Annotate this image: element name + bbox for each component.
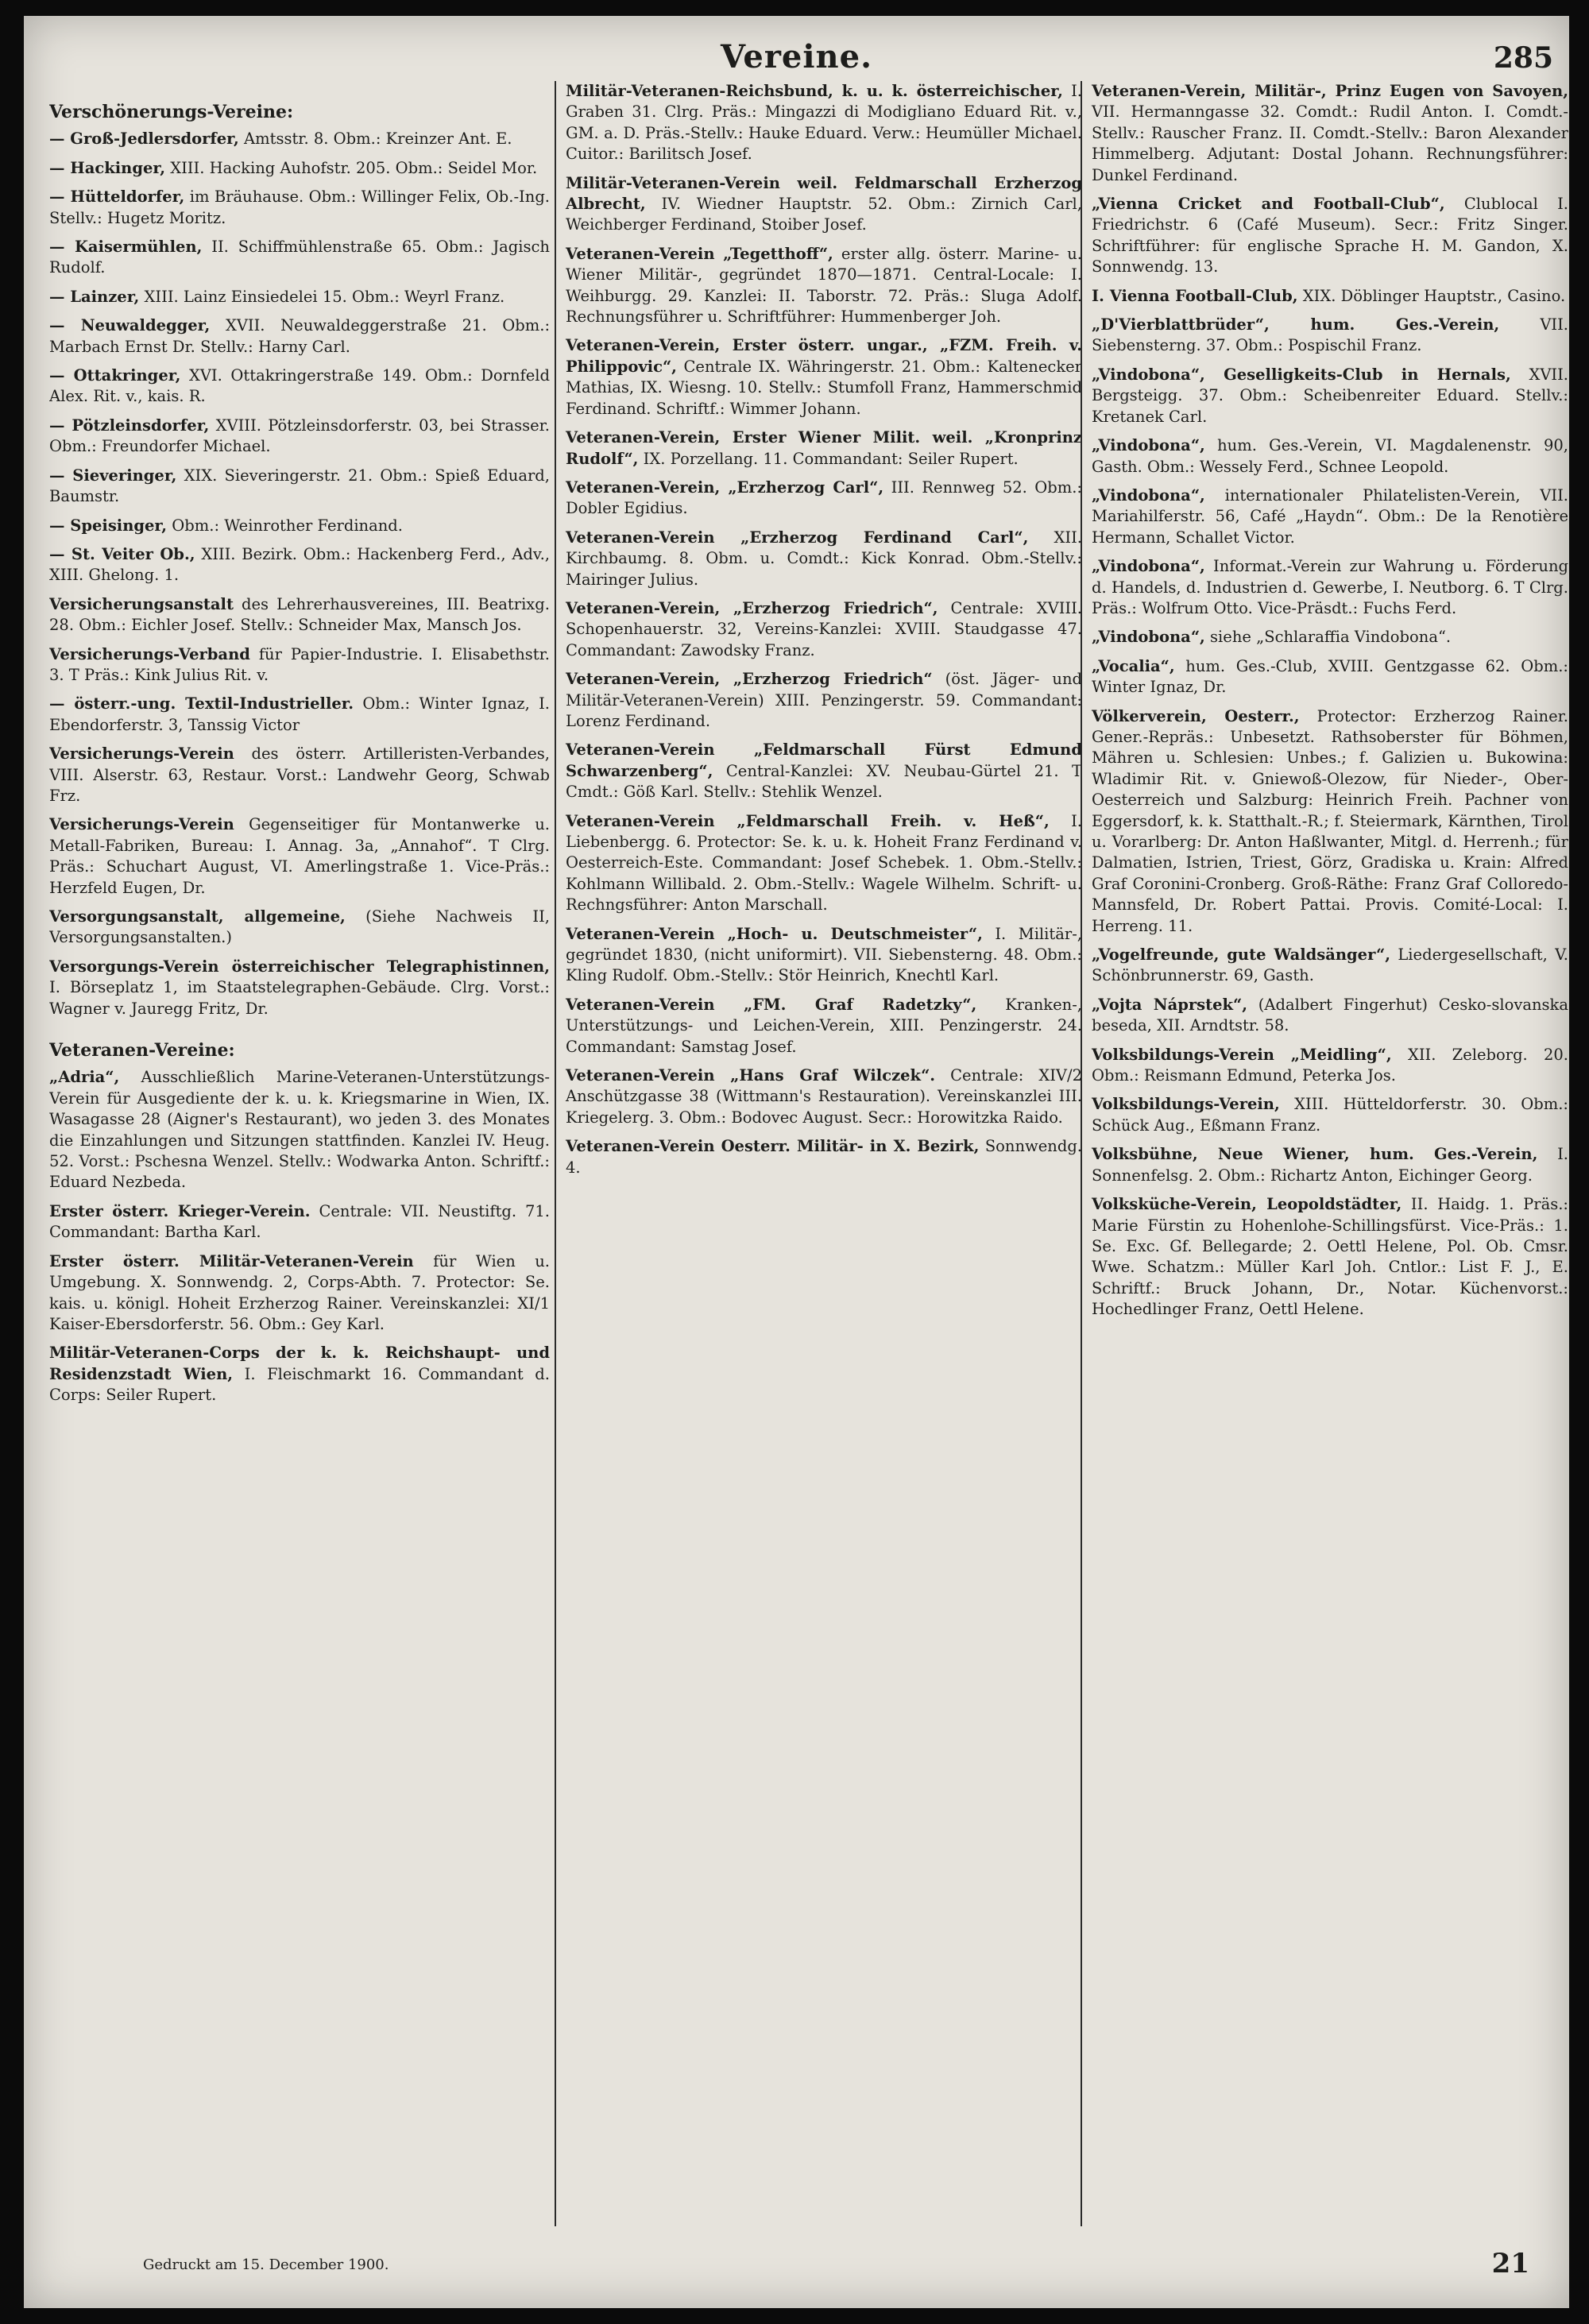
entry-details: (öst. Jäger- und Militär-Veteranen-Verein) XIII. Penzingerstr. 59. Commandant: Lorenz Ferdinand. — [566, 670, 1082, 730]
directory-entry — [1092, 627, 1568, 648]
directory-entry — [49, 644, 550, 686]
entry-name: Versicherungs-Verband — [49, 644, 250, 663]
entry-details: Sonnwendg. 4. — [566, 1137, 1082, 1177]
entry-details: Liedergesellschaft, V. Schönbrunnerstr. 69, Gasth. — [1092, 945, 1568, 985]
entry-name: — Hackinger, — [49, 158, 166, 177]
entry-details: XIII. Bezirk. Obm.: Hackenberg Ferd., Adv., XIII. Ghelong. 1. — [49, 544, 550, 585]
entry-name: — Groß-Jedlersdorfer, — [49, 130, 239, 149]
entry-name: — Kaisermühlen, — [49, 238, 203, 257]
print-date: Gedruckt am 15. December 1900. — [143, 2256, 389, 2273]
page-number: 285 — [1493, 41, 1553, 75]
entry-details: erster allg. österr. Marine- u. Wiener Militär-, gegründet 1870—1871. Central-Locale: I. Weihburgg. 29. Kanzlei: II. Taborstr. 72. Präs.: Sluga Adolf. Rechnungsführer u. Schriftführer: Hummenberger Joh. — [566, 244, 1082, 327]
entry-name: „Vindobona“, — [1092, 436, 1205, 455]
entry-name: „Vindobona“, Geselligkeits-Club in Hernals, — [1092, 365, 1511, 384]
entry-details: IV. Wiedner Hauptstr. 52. Obm.: Zirnich Carl, Weichberger Ferdinand, Stoiber Josef. — [566, 195, 1082, 234]
entry-name: „Adria“, — [49, 1068, 120, 1087]
sheet-number: 21 — [1491, 2248, 1529, 2280]
entry-details: XII. Kirchbaumg. 8. Obm. u. Comdt.: Kick Konrad. Obm.-Stellv.: Mairinger Julius. — [566, 528, 1082, 589]
entry-details: Centrale: XVIII. Schopenhauerstr. 32, Vereins-Kanzlei: XVIII. Staudgasse 47. Commandant: Zawodsky Franz. — [566, 598, 1082, 659]
directory-entry — [566, 740, 1082, 802]
entry-name: — Pötzleinsdorfer, — [49, 416, 210, 435]
directory-entry — [49, 129, 550, 149]
entry-details: Ausschließlich Marine-Veteranen-Unterstützungs-Verein für Ausgediente der k. u. k. Kriegsmarine in Wien, IX. Wasagasse 28 (Aigner's Restaurant), wo jeden 3. des Monates die Einzahlungen und Sitzungen stattfinden. Kanzlei IV. Heug. 52. Vorst.: Pschesna Wenzel. Stellv.: Wodwarka Anton. Schriftf.: Eduard Nezbeda. — [49, 1068, 550, 1192]
directory-entry — [566, 598, 1082, 661]
entry-details: Obm.: Winter Ignaz, I. Ebendorferstr. 3, Tanssig Victor — [49, 694, 550, 734]
entry-name: „Vindobona“, — [1092, 485, 1205, 505]
entry-details: XII. Zeleborg. 20. Obm.: Reismann Edmund, Peterka Jos. — [1092, 1045, 1568, 1085]
entry-name: Völkerverein, Oesterr., — [1092, 706, 1300, 725]
entry-details: XIII. Hacking Auhofstr. 205. Obm.: Seidel Mor. — [170, 158, 538, 177]
entry-details: XVII. Neuwaldeggerstraße 21. Obm.: Marbach Ernst Dr. Stellv.: Harny Carl. — [49, 316, 550, 356]
entry-name: Versorgungs-Verein österreichischer Telegraphistinnen, — [49, 957, 550, 976]
entry-name: Verschönerungs-Vereine: — [49, 102, 294, 122]
directory-entry — [566, 669, 1082, 732]
entry-name: „Vindobona“, — [1092, 557, 1205, 576]
directory-entry — [49, 416, 550, 458]
entry-name: — österr.-ung. Textil-Industrieller. — [49, 694, 354, 713]
entry-details: Informat.-Verein zur Wahrung u. Förderung d. Handels, d. Industrien d. Gewerbe, I. Neutborg. 6. T Clrg. Präs.: Wolfrum Otto. Vice-Präsdt.: Fuchs Ferd. — [1092, 557, 1568, 617]
entry-name: Erster österr. Krieger-Verein. — [49, 1201, 311, 1220]
entry-name: „Vojta Náprstek“, — [1092, 995, 1248, 1014]
entry-name: Veteranen-Verein, Erster österr. ungar., „FZM. Freih. v. Philippovic“, — [566, 336, 1082, 376]
entry-name: Veteranen-Verein „Feldmarschall Fürst Edmund Schwarzenberg“, — [566, 741, 1082, 780]
entry-name: — St. Veiter Ob., — [49, 544, 195, 563]
entry-details: siehe „Schlaraffia Vindobona“. — [1210, 628, 1452, 647]
entry-name: Militär-Veteranen-Verein weil. Feldmarschall Erzherzog Albrecht, — [566, 173, 1082, 214]
directory-entry — [1092, 656, 1568, 698]
entry-details: Amtsstr. 8. Obm.: Kreinzer Ant. E. — [244, 130, 512, 149]
entry-name: — Hütteldorfer, — [49, 188, 185, 207]
entry-details: internationaler Philatelisten-Verein, VII. Mariahilferstr. 56, Café „Haydn“. Obm.: De la Renotière Hermann, Schallet Victor. — [1092, 485, 1568, 547]
directory-entry — [566, 995, 1082, 1058]
directory-entry — [1092, 194, 1568, 278]
entry-details: Clublocal I. Friedrichstr. 6 (Café Museum). Secr.: Fritz Singer. Schriftführer: für englische Sprache H. M. Gandon, X. Sonnwendg. 13. — [1092, 195, 1568, 276]
entry-details: für Papier-Industrie. I. Elisabethstr. 3. T Präs.: Kink Julius Rit. v. — [49, 644, 550, 684]
directory-entry — [49, 237, 550, 279]
entry-name: Veteranen-Verein, „Erzherzog Friedrich“ — [566, 670, 933, 689]
directory-entry — [49, 744, 550, 806]
directory-entry — [566, 173, 1082, 236]
directory-entry — [1092, 365, 1568, 427]
column-right — [1081, 81, 1568, 2226]
entry-details: II. Schiffmühlenstraße 65. Obm.: Jagisch Rudolf. — [49, 238, 550, 277]
directory-entry — [566, 528, 1082, 590]
entry-name: Veteranen-Verein „Hoch- u. Deutschmeister“, — [566, 924, 983, 943]
entry-name: — Speisinger, — [49, 516, 168, 535]
entry-details: des Lehrerhausvereines, III. Beatrixg. 28. Obm.: Eichler Josef. Stellv.: Schneider Max, Mansch Jos. — [49, 594, 550, 635]
entry-details: I. Militär-, gegründet 1830, (nicht uniformirt). VII. Siebensterng. 48. Obm.: Kling Rudolf. Obm.-Stellv.: Stör Heinrich, Knechtl Karl. — [566, 924, 1082, 985]
directory-entry — [1092, 945, 1568, 987]
entry-details: (Siehe Nachweis II, Versorgungsanstalten.) — [49, 907, 550, 947]
directory-entry — [566, 427, 1082, 470]
entry-details: Centrale IX. Währingerstr. 21. Obm.: Kaltenecker Mathias, IX. Wiesng. 10. Stellv.: Stumfoll Franz, Hammerschmid Ferdinand. Schriftf.: Wimmer Johann. — [566, 357, 1082, 418]
entry-details: XIII. Lainz Einsiedelei 15. Obm.: Weyrl Franz. — [144, 287, 505, 306]
directory-entry — [1092, 556, 1568, 619]
entry-name: Veteranen-Verein „Feldmarschall Freih. v. Heß“, — [566, 811, 1050, 830]
entry-details: IX. Porzellang. 11. Commandant: Seiler Rupert. — [643, 449, 1019, 468]
entry-name: Versicherungs-Verein — [49, 744, 234, 764]
page-title: Vereine. — [721, 38, 872, 75]
entry-name: „Vogelfreunde, gute Waldsänger“, — [1092, 945, 1391, 965]
entry-details: Centrale: VII. Neustiftg. 71. Commandant: Bartha Karl. — [49, 1201, 550, 1242]
directory-entry — [566, 81, 1082, 165]
entry-name: Versicherungs-Verein — [49, 815, 234, 834]
entry-details: VII. Siebensterng. 37. Obm.: Pospischil Franz. — [1092, 315, 1568, 355]
entry-details: III. Rennweg 52. Obm.: Dobler Egidius. — [566, 478, 1082, 518]
entry-name: Veteranen-Verein, „Erzherzog Carl“, — [566, 478, 884, 497]
directory-entry — [49, 466, 550, 508]
entry-name: Veteranen-Verein „Hans Graf Wilczek“. — [566, 1066, 936, 1085]
directory-entry — [1092, 1094, 1568, 1136]
directory-entry — [1092, 706, 1568, 937]
entry-name: — Sieveringer, — [49, 466, 177, 485]
entry-details: für Wien u. Umgebung. X. Sonnwendg. 2, Corps-Abth. 7. Protector: Se. kais. u. königl. Hoheit Erzherzog Rainer. Vereinskanzlei: XI/1 Kaiser-Ebersdorferstr. 56. Obm.: Gey Karl. — [49, 1251, 550, 1333]
entry-details: XVI. Ottakringerstraße 149. Obm.: Dornfeld Alex. Rit. v., kais. R. — [49, 366, 550, 406]
directory-entry — [566, 924, 1082, 987]
directory-entry — [49, 594, 550, 636]
entry-details: XIX. Sieveringerstr. 21. Obm.: Spieß Eduard, Baumstr. — [49, 466, 550, 506]
entry-name: Versicherungsanstalt — [49, 594, 234, 613]
entry-name: „Vocalia“, — [1092, 656, 1175, 675]
entry-details: XIII. Hütteldorferstr. 30. Obm.: Schück Aug., Eßmann Franz. — [1092, 1095, 1568, 1135]
entry-details: I. Graben 31. Clrg. Präs.: Mingazzi di Modigliano Eduard Rit. v., GM. a. D. Präs.-Stellv.: Hauke Eduard. Verw.: Heumüller Michael. Cuitor.: Barilitsch Josef. — [566, 82, 1082, 164]
entry-name: „Vienna Cricket and Football-Club“, — [1092, 195, 1445, 214]
entry-name: I. Vienna Football-Club, — [1092, 286, 1298, 305]
entry-details: I. Börseplatz 1, im Staatstelegraphen-Gebäude. Clrg. Vorst.: Wagner v. Jauregg Fritz, Dr. — [49, 978, 550, 1018]
entry-name: — Ottakringer, — [49, 366, 181, 385]
entry-details: II. Haidg. 1. Präs.: Marie Fürstin zu Hohenlohe-Schillingsfürst. Vice-Präs.: 1. Se. Exc. Gf. Bellegarde; 2. Oettl Helene, Pol. Ob. Cmsr. Wwe. Schatzm.: Müller Karl Joh. Cntlor.: List F. J., E. Schriftf.: Bruck Johann, Dr., Notar. Küchenvorst.: Hochedlinger Franz, Oettl Helene. — [1092, 1195, 1568, 1319]
entry-name: Militär-Veteranen-Reichsbund, k. u. k. österreichischer, — [566, 82, 1063, 100]
entry-name: — Lainzer, — [49, 287, 140, 306]
directory-entry — [49, 544, 550, 586]
entry-name: Militär-Veteranen-Corps der k. k. Reichshaupt- und Residenzstadt Wien, — [49, 1344, 550, 1383]
directory-entry — [566, 1136, 1082, 1178]
entry-details: Gegenseitiger für Montanwerke u. Metall-Fabriken, Bureau: I. Annag. 3a, „Annahof“. T Clrg. Präs.: Schuchart August, VI. Amerlingstraße 1. Vice-Präs.: Herzfeld Eugen, Dr. — [49, 815, 550, 897]
directory-entry — [566, 244, 1082, 328]
directory-entry — [1092, 485, 1568, 548]
directory-entry — [1092, 435, 1568, 478]
directory-entry — [49, 694, 550, 736]
entry-details: des österr. Artilleristen-Verbandes, VIII. Alserstr. 63, Restaur. Vorst.: Landwehr Georg, Schwab Frz. — [49, 744, 550, 805]
entry-name: Volksbildungs-Verein „Meidling“, — [1092, 1045, 1392, 1064]
entry-name: Veteranen-Verein „Erzherzog Ferdinand Carl“, — [566, 528, 1029, 547]
entry-name: „D'Vierblattbrüder“, hum. Ges.-Verein, — [1092, 315, 1500, 334]
directory-page — [24, 16, 1569, 2308]
entry-details: XVII. Bergsteigg. 37. Obm.: Scheibenreiter Eduard. Stellv.: Kretanek Carl. — [1092, 365, 1568, 426]
directory-entry — [49, 315, 550, 358]
directory-entry — [49, 1343, 550, 1406]
entry-name: Veteranen-Verein „Tegetthoff“, — [566, 244, 833, 263]
entry-name: Volksbühne, Neue Wiener, hum. Ges.-Verein, — [1092, 1145, 1538, 1164]
directory-entry — [1092, 995, 1568, 1037]
entry-details: hum. Ges.-Verein, VI. Magdalenenstr. 90, Gasth. Obm.: Wessely Ferd., Schnee Leopold. — [1092, 436, 1568, 476]
directory-entry — [49, 907, 550, 949]
directory-entry — [49, 814, 550, 899]
entry-name: Veteranen-Verein „FM. Graf Radetzky“, — [566, 995, 977, 1014]
column-middle — [555, 81, 1082, 2226]
directory-entry — [566, 1065, 1082, 1128]
entry-details: XIX. Döblinger Hauptstr., Casino. — [1302, 286, 1566, 305]
entry-name: Volksküche-Verein, Leopoldstädter, — [1092, 1195, 1402, 1214]
entry-name: Volksbildungs-Verein, — [1092, 1095, 1280, 1114]
directory-entry — [49, 1251, 550, 1336]
directory-entry — [1092, 1144, 1568, 1186]
entry-details: VII. Hermanngasse 32. Comdt.: Rudil Anton. I. Comdt.-Stellv.: Rauscher Franz. II. Comdt.-Stellv.: Baron Alexander Himmelberg. Adjutant: Dostal Johann. Rechnungsführer: Dunkel Ferdinand. — [1092, 102, 1568, 184]
directory-entry — [1092, 1045, 1568, 1087]
directory-entry — [49, 158, 550, 179]
entry-name: Veteranen-Verein, Erster Wiener Milit. weil. „Kronprinz Rudolf“, — [566, 428, 1082, 468]
entry-details: XVIII. Pötzleinsdorferstr. 03, bei Strasser. Obm.: Freundorfer Michael. — [49, 416, 550, 456]
entry-details: Protector: Erzherzog Rainer. Gener.-Repräs.: Unbesetzt. Rathsoberster für Böhmen, Mähren u. Schlesien: Unbes.; f. Galizien u. Bukowina: Wladimir Rit. v. Gniewoß-Olezow, für Nieder-, Ober-Oesterreich und Salzburg: Heinrich Freih. Pachner von Eggersdorf, k. k. Statthalt.-R.; f. Steiermark, Kärnthen, Tirol u. Vorarlberg: Dr. Anton Haßlwanter, Mitgl. d. Herrenh.; für Dalmatien, Istrien, Triest, Görz, Gradiska u. Krain: Alfred Graf Coronini-Cronberg. Groß-Räthe: Franz Graf Colloredo-Mannsfeld, Dr. Robert Pattai. Provis. Comité-Local: I. Herreng. 11. — [1092, 706, 1568, 935]
section-heading — [49, 102, 550, 122]
directory-entry — [1092, 1194, 1568, 1320]
entry-name: Veteranen-Verein Oesterr. Militär- in X. Bezirk, — [566, 1137, 980, 1156]
entry-name: „Vindobona“, — [1092, 628, 1205, 647]
directory-entry — [49, 365, 550, 408]
entry-details: I. Sonnenfelsg. 2. Obm.: Richartz Anton, Eichinger Georg. — [1092, 1145, 1568, 1185]
entry-name: Veteranen-Vereine: — [49, 1040, 235, 1061]
directory-entry — [49, 957, 550, 1019]
entry-details: im Bräuhause. Obm.: Willinger Felix, Ob.-Ing. Stellv.: Hugetz Moritz. — [49, 188, 550, 227]
directory-entry — [566, 335, 1082, 420]
entry-details: Kranken-, Unterstützungs- und Leichen-Verein, XIII. Penzingerstr. 24. Commandant: Samstag Josef. — [566, 995, 1082, 1056]
entry-details: (Adalbert Fingerhut) Cesko-slovanska beseda, XII. Arndtstr. 58. — [1092, 995, 1568, 1035]
entry-name: Veteranen-Verein, Militär-, Prinz Eugen von Savoyen, — [1092, 82, 1568, 100]
column-left — [49, 81, 550, 2226]
directory-entry — [566, 811, 1082, 916]
entry-details: I. Fleischmarkt 16. Commandant d. Corps: Seiler Rupert. — [49, 1364, 550, 1405]
entry-name: Veteranen-Verein, „Erzherzog Friedrich“, — [566, 598, 938, 617]
directory-entry — [49, 287, 550, 307]
entry-details: Obm.: Weinrother Ferdinand. — [172, 516, 403, 535]
section-heading — [49, 1040, 550, 1061]
directory-entry — [49, 1201, 550, 1243]
entry-details: hum. Ges.-Club, XVIII. Gentzgasse 62. Obm.: Winter Ignaz, Dr. — [1092, 656, 1568, 697]
directory-entry — [566, 478, 1082, 520]
directory-entry — [1092, 81, 1568, 186]
directory-entry — [49, 516, 550, 536]
directory-entry — [1092, 286, 1568, 307]
entry-details: Central-Kanzlei: XV. Neubau-Gürtel 21. T Cmdt.: Göß Karl. Stellv.: Stehlik Wenzel. — [566, 761, 1082, 802]
entry-details: I. Liebenbergg. 6. Protector: Se. k. u. k. Hoheit Franz Ferdinand v. Oesterreich-Este. Commandant: Josef Schebek. 1. Obm.-Stellv.: Kohlmann Willibald. 2. Obm.-Stellv.: Wagele Wilhelm. Schrift- u. Rechngsführer: Anton Marschall. — [566, 811, 1082, 915]
entry-name: Versorgungsanstalt, allgemeine, — [49, 907, 346, 926]
entry-name: Erster österr. Militär-Veteranen-Verein — [49, 1251, 414, 1270]
directory-entry — [1092, 315, 1568, 357]
directory-entry — [49, 187, 550, 229]
entry-details: Centrale: XIV/2 Anschützgasse 38 (Wittmann's Restauration). Vereinskanzlei III. Kriegelerg. 3. Obm.: Bodovec August. Secr.: Horowitzka Raido. — [566, 1066, 1082, 1127]
directory-entry — [49, 1067, 550, 1193]
entry-name: — Neuwaldegger, — [49, 316, 211, 335]
